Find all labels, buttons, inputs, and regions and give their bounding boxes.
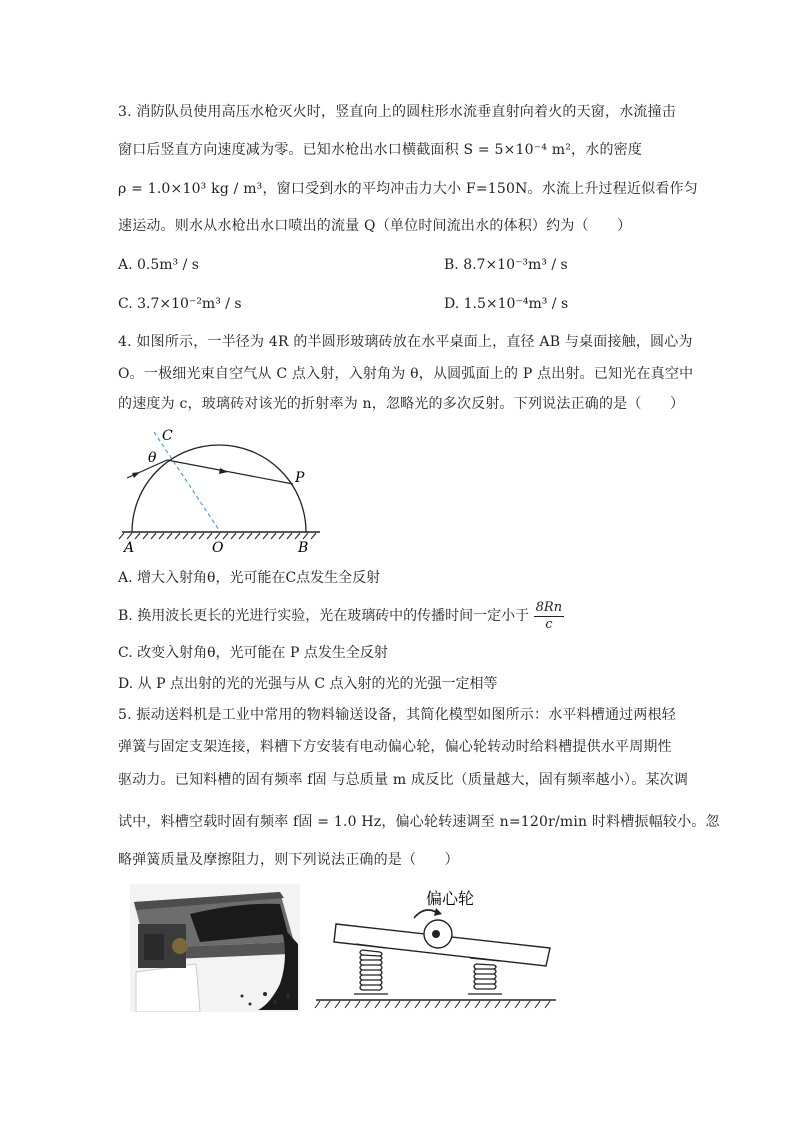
q4-semicircle-figure [110,422,340,558]
q4-line-3: 的速度为 c，玻璃砖对该光的折射率为 n，忽略光的多次反射。下列说法正确的是（ ） [118,396,685,412]
fraction-numerator: 8Rn [535,599,563,615]
q3-line-3: ρ = 1.0×10³ kg / m³，窗口受到水的平均冲击力大小 F=150N。水流上升过程近似看作匀 [118,181,698,197]
ground-hatching [119,533,316,539]
normal-dashed-line [154,432,219,530]
label-a: A [124,540,135,556]
q4-option-a[interactable]: A. 增大入射角θ，光可能在C点发生全反射 [118,570,381,586]
q5-line-1: 5. 振动送料机是工业中常用的物料输送设备，其简化模型如图所示：水平料槽通过两根轻 [118,707,677,723]
q3-option-c[interactable]: C. 3.7×10⁻²m³ / s [118,296,242,312]
label-c: C [162,428,173,444]
label-b: B [298,540,309,556]
q5-line-3: 驱动力。已知料槽的固有频率 f固 与总质量 m 成反比（质量越大，固有频率越小）。某次调 [118,772,689,788]
q3-line-4: 速运动。则水从水枪出水口喷出的流量 Q（单位时间流出水的体积）约为（ ） [118,218,632,234]
q4-option-b[interactable] [118,596,564,636]
q3-option-d[interactable]: D. 1.5×10⁻⁴m³ / s [444,296,569,312]
q4-option-d[interactable]: D. 从 P 点出射的光的光强与从 C 点入射的光的光强一定相等 [118,676,498,692]
rotation-arrow [414,910,436,918]
eccentric-wheel-center [432,930,440,938]
q3-option-a[interactable]: A. 0.5m³ / s [118,257,199,273]
q4-option-c[interactable]: C. 改变入射角θ，光可能在 P 点发生全反射 [118,645,388,661]
q3-line-2: 窗口后竖直方向速度减为零。已知水枪出水口横截面积 S = 5×10⁻⁴ m²，水的密度 [118,142,643,158]
vibrating-feeder-photo [130,884,300,1012]
q4-option-b-text: B. 换用波长更长的光进行实验，光在玻璃砖中的传播时间一定小于 [118,608,530,624]
q4-line-2: O。一极细光束自空气从 C 点入射，入射角为 θ，从圆弧面上的 P 点出射。已知光在真空中 [118,366,694,382]
right-spring [468,958,502,994]
label-p: P [295,470,305,486]
semicircle-glass [132,445,306,532]
q3-line-1: 3. 消防队员使用高压水枪灭火时，竖直向上的圆柱形水流垂直射向着火的天窗，水流撞击 [118,104,677,120]
rotation-arrowhead [434,908,442,916]
ground-hatching-5 [315,1001,550,1008]
q5-line-2: 弹簧与固定支架连接，料槽下方安装有电动偏心轮，偏心轮转动时给料槽提供水平周期性 [118,739,672,755]
label-o: O [212,540,224,556]
incident-arrow [132,472,140,478]
q3-option-b[interactable]: B. 8.7×10⁻³m³ / s [444,257,568,273]
left-spring [354,944,388,994]
q4-option-b-fraction [534,600,564,633]
eccentric-wheel-label: 偏心轮 [426,889,475,908]
fraction-denominator: c [545,616,553,632]
feeder-schematic [310,884,560,1014]
q4-line-1: 4. 如图所示，一半径为 4R 的半圆形玻璃砖放在水平桌面上，直径 AB 与桌面接触，圆心为 [118,334,693,350]
q5-line-5: 略弹簧质量及摩擦阻力，则下列说法正确的是（ ） [118,852,459,868]
label-theta: θ [148,450,157,466]
q5-line-4: 试中，料槽空载时固有频率 f固 = 1.0 Hz，偏心轮转速调至 n=120r/min 时料槽振幅较小。忽 [118,814,720,830]
